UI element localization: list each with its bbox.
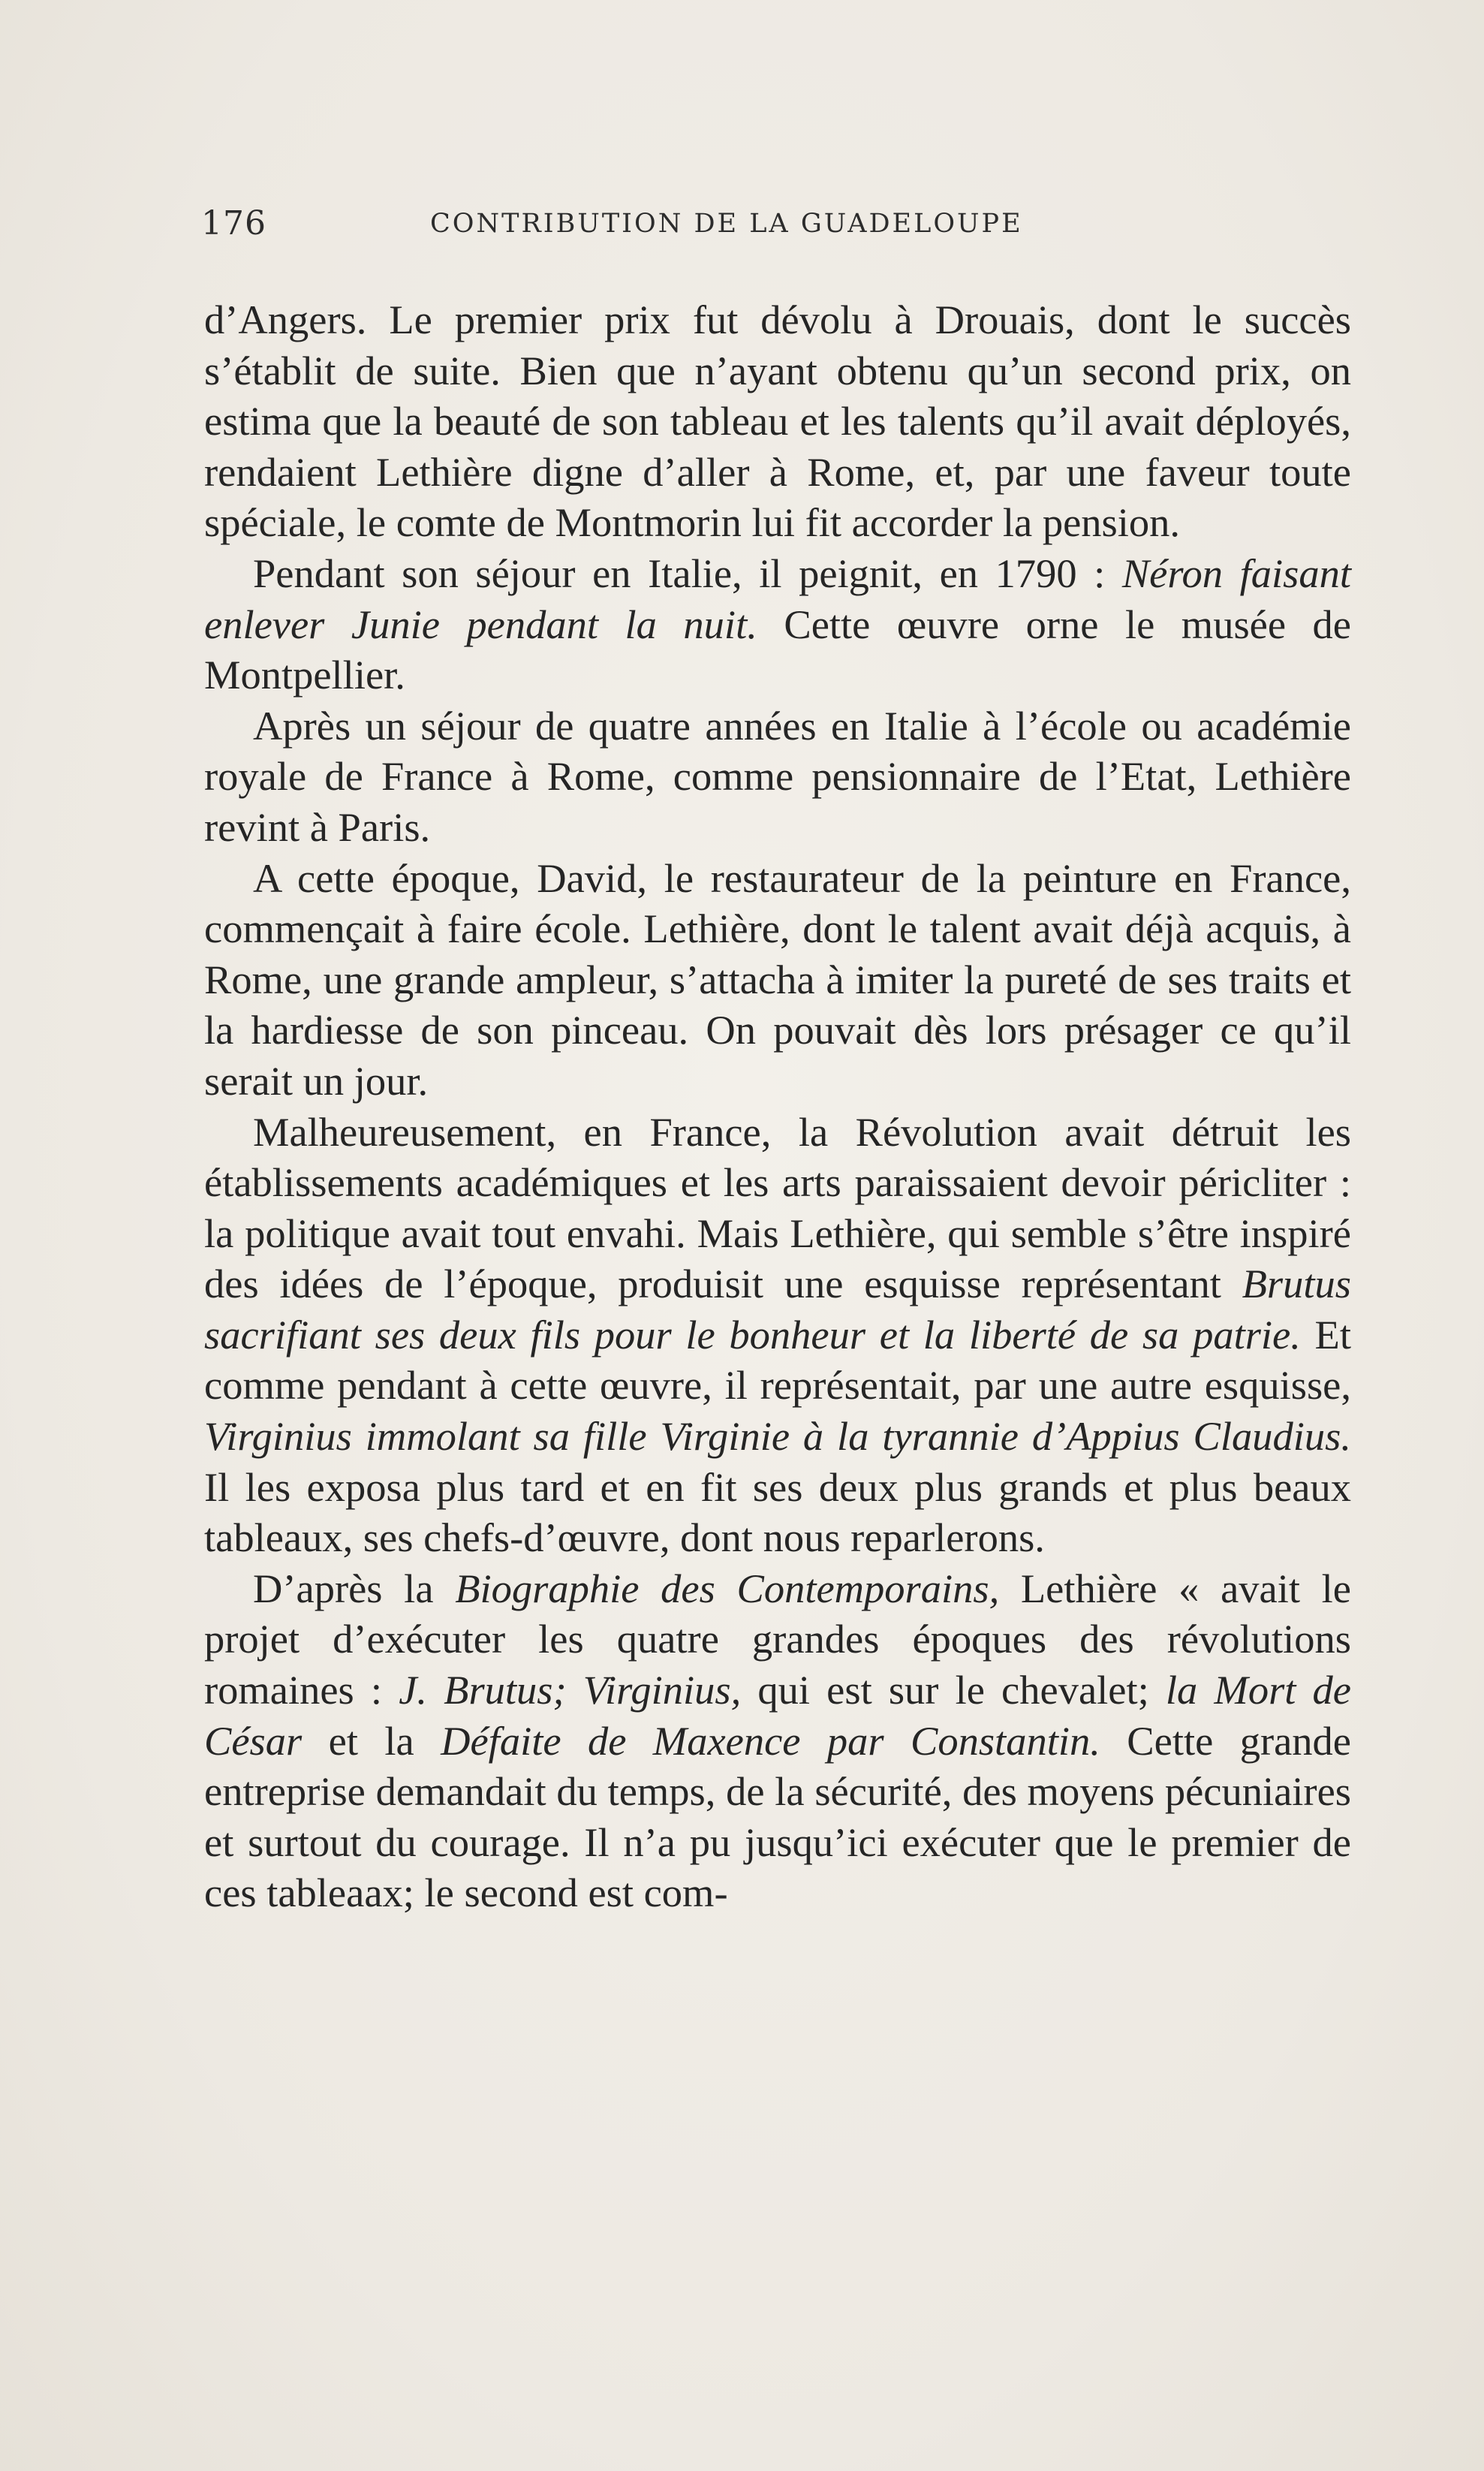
text-run: Pendant son séjour en Italie, il peignit, en 1790 : <box>253 550 1122 596</box>
text-run: Et comme pendant à cette œuvre, il représentait, par une autre esquisse, <box>204 1311 1351 1409</box>
paragraph <box>204 294 1351 548</box>
text-run: D’après la <box>253 1565 456 1611</box>
artwork-title: Néron faisant enlever Junie pendant la nuit. <box>204 550 1351 647</box>
page-number: 176 <box>201 204 266 243</box>
text-run: Il les exposa plus tard et en fit ses deux plus grands et plus beaux tableaux, ses chefs-d’œuvre, dont nous reparlerons. <box>204 1463 1351 1561</box>
text-run: Après un séjour de quatre années en Italie à l’école ou académie royale de France à Rome, comme pensionnaire de l’Etat, Lethière revint à Paris. <box>204 702 1351 850</box>
text-run: qui est sur le chevalet; <box>741 1667 1166 1713</box>
text-run: et la <box>302 1717 441 1764</box>
artwork-title: Biographie des Contemporains, <box>455 1565 1000 1611</box>
body-text <box>204 294 1351 1918</box>
text-run: A cette époque, David, le restaurateur de la peinture en France, commençait à faire école. Lethière, dont le talent avait déjà acquis, à Rome, une grande ampleur, s’attacha à imiter la pureté de ses traits et la hardiesse de son pinceau. On pouvait dès lors présager ce qu’il serait un jour. <box>204 854 1351 1104</box>
text-run: Lethière « avait le projet d’exécuter les quatre grandes époques des révolutions romaines : <box>204 1565 1351 1713</box>
text-run: Cette œuvre orne le musée de Montpellier. <box>204 601 1351 698</box>
paragraph <box>204 1107 1351 1563</box>
text-run: Malheureusement, en France, la Révolution avait détruit les établissements académiques et les arts paraissaient devoir péricliter : la politique avait tout envahi. Mais Lethière, qui semble s’être inspiré des idées de l’époque, produisit une esquisse représentant <box>204 1108 1351 1307</box>
paragraph <box>204 1563 1351 1918</box>
artwork-title: Virginius immolant sa fille Virginie à la tyrannie d’Appius Claudius. <box>204 1413 1351 1460</box>
artwork-title: J. Brutus; Virginius, <box>399 1667 742 1713</box>
paragraph <box>204 701 1351 853</box>
paragraph <box>204 853 1351 1107</box>
artwork-title: Brutus sacrifiant ses deux fils pour le bonheur et la liberté de sa patrie. <box>204 1261 1351 1358</box>
text-run: d’Angers. Le premier prix fut dévolu à Drouais, dont le succès s’établit de suite. Bien que n’ayant obtenu qu’un second prix, on estima que la beauté de son tableau et les talents qu’il avait déployés, rendaient Lethière digne d’aller à Rome, et, par une faveur toute spéciale, le comte de Montmorin lui fit accorder la pension. <box>204 297 1351 546</box>
paragraph <box>204 548 1351 701</box>
running-title: CONTRIBUTION DE LA GUADELOUPE <box>430 209 1023 239</box>
page-header <box>201 204 1353 249</box>
artwork-title: Défaite de Maxence par Constantin. <box>441 1717 1100 1764</box>
text-run: Cette grande entreprise demandait du temps, de la sécurité, des moyens pécuniaires et surtout du courage. Il n’a pu jusqu’ici exécuter que le premier de ces tableaax; le second est com- <box>204 1717 1351 1916</box>
artwork-title: la Mort de César <box>204 1667 1351 1764</box>
